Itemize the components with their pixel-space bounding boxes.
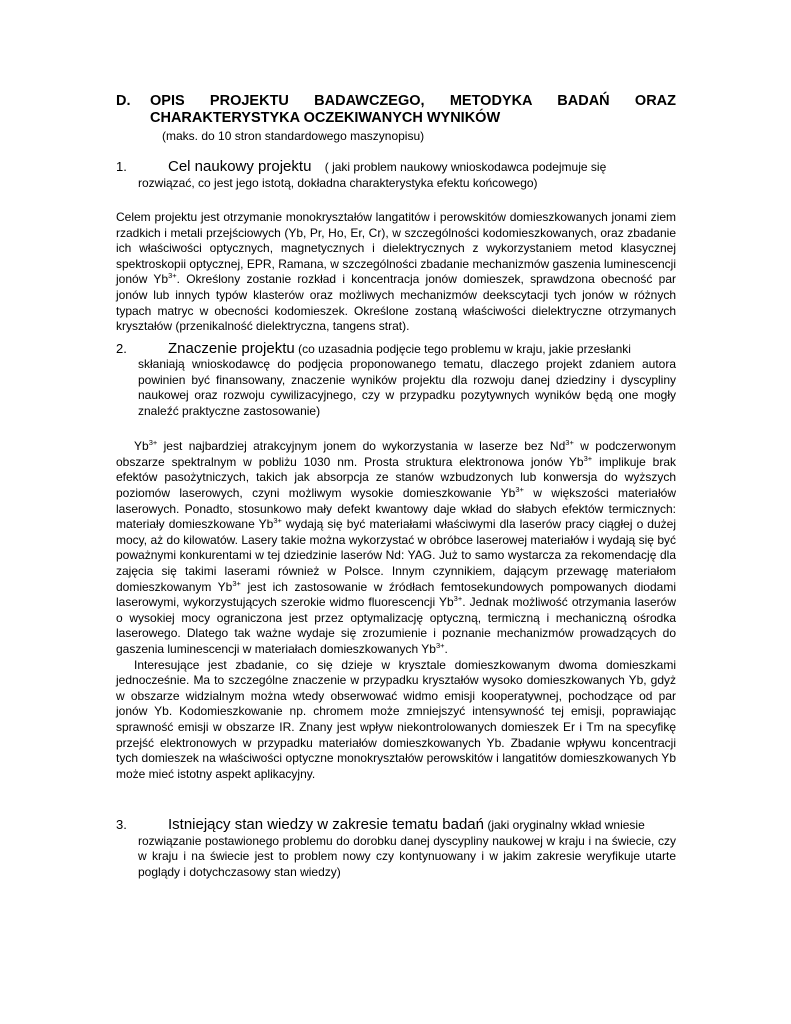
section-2-desc-rest: skłaniają wnioskodawcę do podjęcia proponowanego tematu, dlaczego projekt zdaniem autora powinien być finansowany, znaczenie wyników projektu dla rozwoju danej dziedziny i dyscypliny naukowej oraz rozwoju cywilizacyjnego, czy w przypadku pozytywnych wyników będą one mogły znaleźć praktyczne zastosowanie) — [138, 357, 676, 418]
section-1-desc-rest: rozwiązać, co jest jego istotą, dokładna charakterystyka efektu końcowego) — [138, 175, 538, 190]
section-1-number: 1. — [116, 159, 127, 174]
section-3 — [116, 817, 676, 880]
section-3-desc-start: (jaki oryginalny wkład wniesie — [487, 818, 645, 833]
section-2-desc-start: (co uzasadnia podjęcie tego problemu w kraju, jakie przesłanki — [298, 341, 631, 356]
section-3-desc-rest: rozwiązanie postawionego problemu do dorobku danej dyscypliny naukowej w kraju i na świecie, czy w kraju i na świecie jest to problem nowy czy kontynuowany i w jakim zakresie weryfikuje utarte poglądy i dotychczasowy stan wiedzy) — [138, 833, 676, 879]
section-1-desc-start: ( jaki problem naukowy wnioskodawca podejmuje się — [324, 160, 607, 174]
section-2 — [116, 341, 676, 783]
section-3-number: 3. — [116, 817, 127, 833]
heading-title-line2: CHARAKTERYSTYKA OCZEKIWANYCH WYNIKÓW — [150, 110, 501, 126]
document-page — [116, 93, 676, 880]
section-heading — [116, 93, 676, 110]
section-1-title: Cel naukowy projektu — [168, 158, 312, 175]
section-2-title: Znaczenie projektu — [168, 339, 295, 357]
heading-letter: D. — [116, 93, 131, 109]
section-1 — [116, 159, 676, 335]
heading-title-line1: OPIS PROJEKTU BADAWCZEGO, METODYKA BADAŃ ORAZ — [150, 93, 676, 109]
section-1-body: Celem projektu jest otrzymanie monokryształów langatitów i perowskitów domieszkowanych jonami ziem rzadkich i metali przejściowych (Yb, Pr, Ho, Er, Cr), w szczególności kodomieszkowanych, oraz zbadanie ich właściwości optycznych, magnetycznych i dielektrycznych z wykorzystaniem metod klasycznej spektroskopii optycznej, EPR, Ramana, w szczególności zbadanie mechanizmów gaszenia luminescencji jonów $Yb^{3+}$. Określony zostanie rozkład i koncentracja jonów domieszek, sprawdzona obecność par jonów lub innych typów klasterów oraz możliwych mechanizmów deekscytacji tych jonów w różnych typach matryc w obecności kodomieszek. Określone zostaną właściwości dielektryczne otrzymanych kryształów (przenikalność dielektryczna, tangens strat). — [116, 210, 676, 334]
section-2-number: 2. — [116, 340, 127, 356]
heading-note: (maks. do 10 stron standardowego maszynopisu) — [162, 129, 425, 143]
section-2-paragraph-2: Interesujące jest zbadanie, co się dzieje w krysztale domieszkowanym dwoma domieszkami jednocześnie. Ma to szczególne znaczenie w przypadku kryształów wysoko domieszkowanych Yb, gdyż w obszarze widzialnym można wtedy obserwować widmo emisji kooperatywnej, pochodzące od par jonów Yb. Kodomieszkowanie np. chromem może zmniejszyć intensywność tej emisji, poprawiając sprawność emisji w obszarze IR. Znany jest wpływ niekontrolowanych domieszek Er i Tm na specyfikę przejść elektronowych w przypadku materiałów domieszkowanych Yb. Zbadanie wpływu koncentracji tych domieszek na właściwości optyczne monokryształów perowskitów i langatitów domieszkowanych Yb może mieć istotny aspekt aplikacyjny. — [116, 657, 676, 781]
section-2-paragraph-1: $Yb^{3+}$ jest najbardziej atrakcyjnym jonem do wykorzystania w laserze bez $Nd^{3+}$ w podczerwonym obszarze spektralnym w pobliżu 1030 nm. Prosta struktura elektronowa jonów $Yb^{3+}$ implikuje brak efektów pasożytniczych, takich jak absorpcja ze stanów wzbudzonych lub konwersja do wyższych poziomów laserowych, czyni możliwym wysokie domieszkowanie $Yb^{3+}$ w większości materiałów laserowych. Ponadto, stosunkowo mały defekt kwantowy daje wkład do słabych efektów termicznych: materiały domieszkowane $Yb^{3+}$ wydają się być materiałami właściwymi dla laserów pracy ciągłej o dużej mocy, aż do kilowatów. Lasery takie można wykorzystać w obróbce laserowej materiałów i wydają się być poważnymi konkurentami w tej dziedzinie laserów Nd: YAG. Już to samo wystarcza za rekomendację dla zajęcia się takimi laserami również w Polsce. Innym czynnikiem, dającym przewagę materiałom domieszkowanym $Yb^{3+}$ jest ich zastosowanie w źródłach femtosekundowych pompowanych diodami laserowymi, wykorzystujących szerokie widmo fluorescencji $Yb^{3+}$. Jednak możliwość otrzymania laserów o wysokiej mocy ograniczona jest przez optymalizację optyczną, termiczną i mechaniczną ośrodka laserowego. Dlatego tak ważne wydaje się zrozumienie i poznanie mechanizmów prowadzących do gaszenia luminescencji w materiałach domieszkowanych $Yb^{3+}$. — [116, 438, 676, 656]
section-3-title: Istniejący stan wiedzy w zakresie tematu badań — [168, 816, 484, 834]
